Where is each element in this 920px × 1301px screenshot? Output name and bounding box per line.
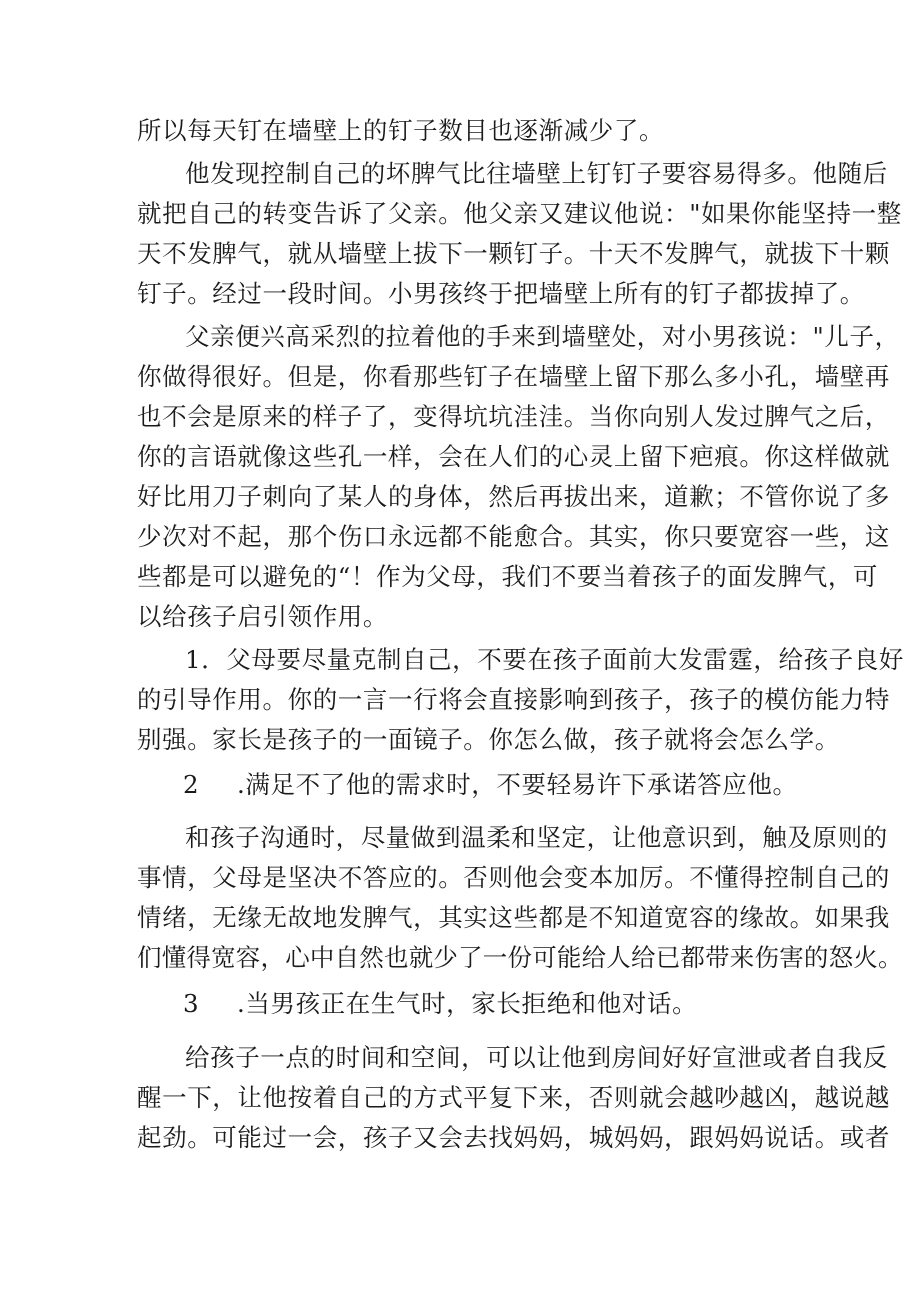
text-line: 以给孩子启引领作用。	[137, 602, 388, 631]
text-line: 好比用刀子刺向了某人的身体，然后再拔出来，道歉；不管你说了多	[137, 482, 890, 511]
text-line: 醒一下，让他按着自己的方式平复下来，否则就会越吵越凶，越说越	[137, 1083, 890, 1112]
text-line: 少次对不起，那个伤口永远都不能愈合。其实，你只要宽容一些，这	[137, 522, 890, 551]
text-line: 别强。家长是孩子的一面镜子。你怎么做，孩子就将会怎么学。	[137, 725, 840, 754]
text-line: 你的言语就像这些孔一样，会在人们的心灵上留下疤痕。你这样做就	[137, 442, 890, 471]
text-line: 们懂得宽容，心中自然也就少了一份可能给人给已都带来伤害的怒火。	[137, 943, 903, 972]
text-line: 起劲。可能过一会，孩子又会去找妈妈，城妈妈，跟妈妈说话。或者	[137, 1123, 890, 1152]
numbered-item-number: 3	[183, 989, 199, 1018]
numbered-item-text: .满足不了他的需求时，不要轻易许下承诺答应他。	[237, 770, 798, 799]
text-line: 和孩子沟通时，尽量做到温柔和坚定，让他意识到，触及原则的	[185, 823, 888, 852]
text-line: 给孩子一点的时间和空间，可以让他到房间好好宣泄或者自我反	[185, 1043, 888, 1072]
text-line: 他发现控制自己的坏脾气比往墙壁上钉钉子要容易得多。他随后	[185, 159, 888, 188]
text-line: 事情，父母是坚决不答应的。否则他会变本加厉。不懂得控制自己的	[137, 863, 890, 892]
numbered-item-text: .当男孩正在生气时，家长拒绝和他对话。	[237, 989, 698, 1018]
text-line: 也不会是原来的样子了，变得坑坑洼洼。当你向别人发过脾气之后，	[137, 402, 890, 431]
numbered-item-number: 2	[183, 770, 199, 799]
text-line: 情绪，无缘无故地发脾气，其实这些都是不知道宽容的缘故。如果我	[137, 903, 890, 932]
text-line: 天不发脾气，就从墙壁上拔下一颗钉子。十天不发脾气，就拔下十颗	[137, 239, 890, 268]
text-line: 钉子。经过一段时间。小男孩终于把墙壁上所有的钉子都拔掉了。	[137, 279, 865, 308]
text-line: 的引导作用。你的一言一行将会直接影响到孩子，孩子的模仿能力特	[137, 685, 890, 714]
text-line: 些都是可以避免的“！作为父母，我们不要当着孩子的面发脾气，可	[137, 562, 879, 591]
text-line: 父亲便兴高采烈的拉着他的手来到墙壁处，对小男孩说："儿子，	[185, 322, 900, 351]
text-line: 就把自己的转变告诉了父亲。他父亲又建议他说："如果你能坚持一整	[137, 199, 902, 228]
text-line: 1．父母要尽量克制自己，不要在孩子面前大发雷霆，给孩子良好	[185, 645, 904, 674]
text-line: 你做得很好。但是，你看那些钉子在墙壁上留下那么多小孔，墙壁再	[137, 362, 890, 391]
text-line: 所以每天钉在墙壁上的钉子数目也逐渐减少了。	[137, 116, 665, 145]
